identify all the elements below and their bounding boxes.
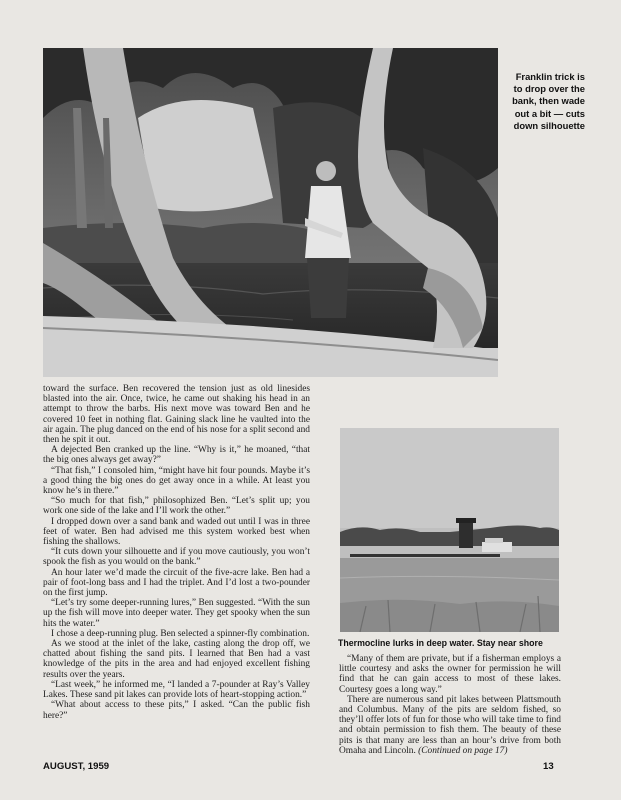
paragraph: “So much for that fish,” philosophized Ben. “Let’s split up; you work one side of the lake and I’ll work the other.”: [43, 496, 310, 517]
page-number: 13: [543, 761, 554, 772]
paragraph: “Let’s try some deeper-running lures,” Ben suggested. “With the sun up the fish will move into deeper water. They get spooky when the sun hits the water.”: [43, 598, 310, 629]
paragraph: “It cuts down your silhouette and if you move cautiously, you won’t spook the fish as you would on the bank.”: [43, 547, 310, 568]
sand-pit-lake-photo: [340, 428, 559, 632]
issue-date: AUGUST, 1959: [43, 761, 110, 772]
paragraph: “What about access to these pits,” I asked. “Can the public fish here?”: [43, 700, 310, 721]
paragraph: As we stood at the inlet of the lake, casting along the drop off, we chatted about fishing the sand pits. I learned that Ben had a vast knowledge of the pits in the area and had enjoyed excellent fishing results over the years.: [43, 639, 310, 680]
paragraph: toward the surface. Ben recovered the tension just as old linesides blasted into the air. Once, twice, he came out shaking his head in an attempt to throw the barbs. His next move was toward Ben and he covered 10 feet in nothing flat. Gaining slack line he vaulted into the air again. The plug danced on the end of his nose for a split second and then he spit it out.: [43, 384, 310, 446]
right-photo-caption: Thermocline lurks in deep water. Stay near shore: [338, 638, 543, 648]
continued-notice: (Continued on page 17): [418, 745, 508, 756]
paragraph: I chose a deep-running plug. Ben selected a spinner-fly combination.: [51, 628, 310, 639]
right-text-column: [339, 654, 561, 756]
top-photo-caption: Franklin trick is to drop over the bank, then wade out a bit — cuts down silhouette: [512, 71, 585, 131]
left-text-column: [43, 384, 310, 721]
wading-angler-photo: [43, 48, 498, 377]
paragraph: “Last week,” he informed me, “I landed a 7-pounder at Ray’s Valley Lakes. These sand pit lakes can provide lots of heart-stopping action.”: [43, 679, 310, 701]
paragraph: “Many of them are private, but if a fisherman employs a little courtesy and asks the owner for permission he will find that he can gain access to most of these lakes. Courtesy goes a long way.”: [339, 654, 561, 695]
paragraph: A dejected Ben cranked up the line. “Why is it,” he moaned, “that the big ones always get away?”: [43, 445, 310, 466]
paragraph: “That fish,” I consoled him, “might have hit four pounds. Maybe it’s a good thing the big ones do get away once in a while. At least you know he’s in there.”: [43, 465, 310, 497]
paragraph-text: There are numerous sand pit lakes between Plattsmouth and Columbus. Many of the pits are seldom fished, so they’ll offer lots of fun for those who will take time to find and obtain permission to fish them. The beauty of these pits is that many are less than an hour’s drive from both Omaha and Lincoln.: [339, 694, 561, 756]
paragraph: I dropped down over a sand bank and waded out until I was in three feet of water. Ben had advised me this system worked best when fishing the shallows.: [43, 516, 310, 548]
paragraph: [339, 695, 561, 756]
paragraph: An hour later we’d made the circuit of the five-acre lake. Ben had a pair of foot-long bass and I had the triplet. And I’d lost a two-pounder on the first jump.: [43, 567, 310, 599]
